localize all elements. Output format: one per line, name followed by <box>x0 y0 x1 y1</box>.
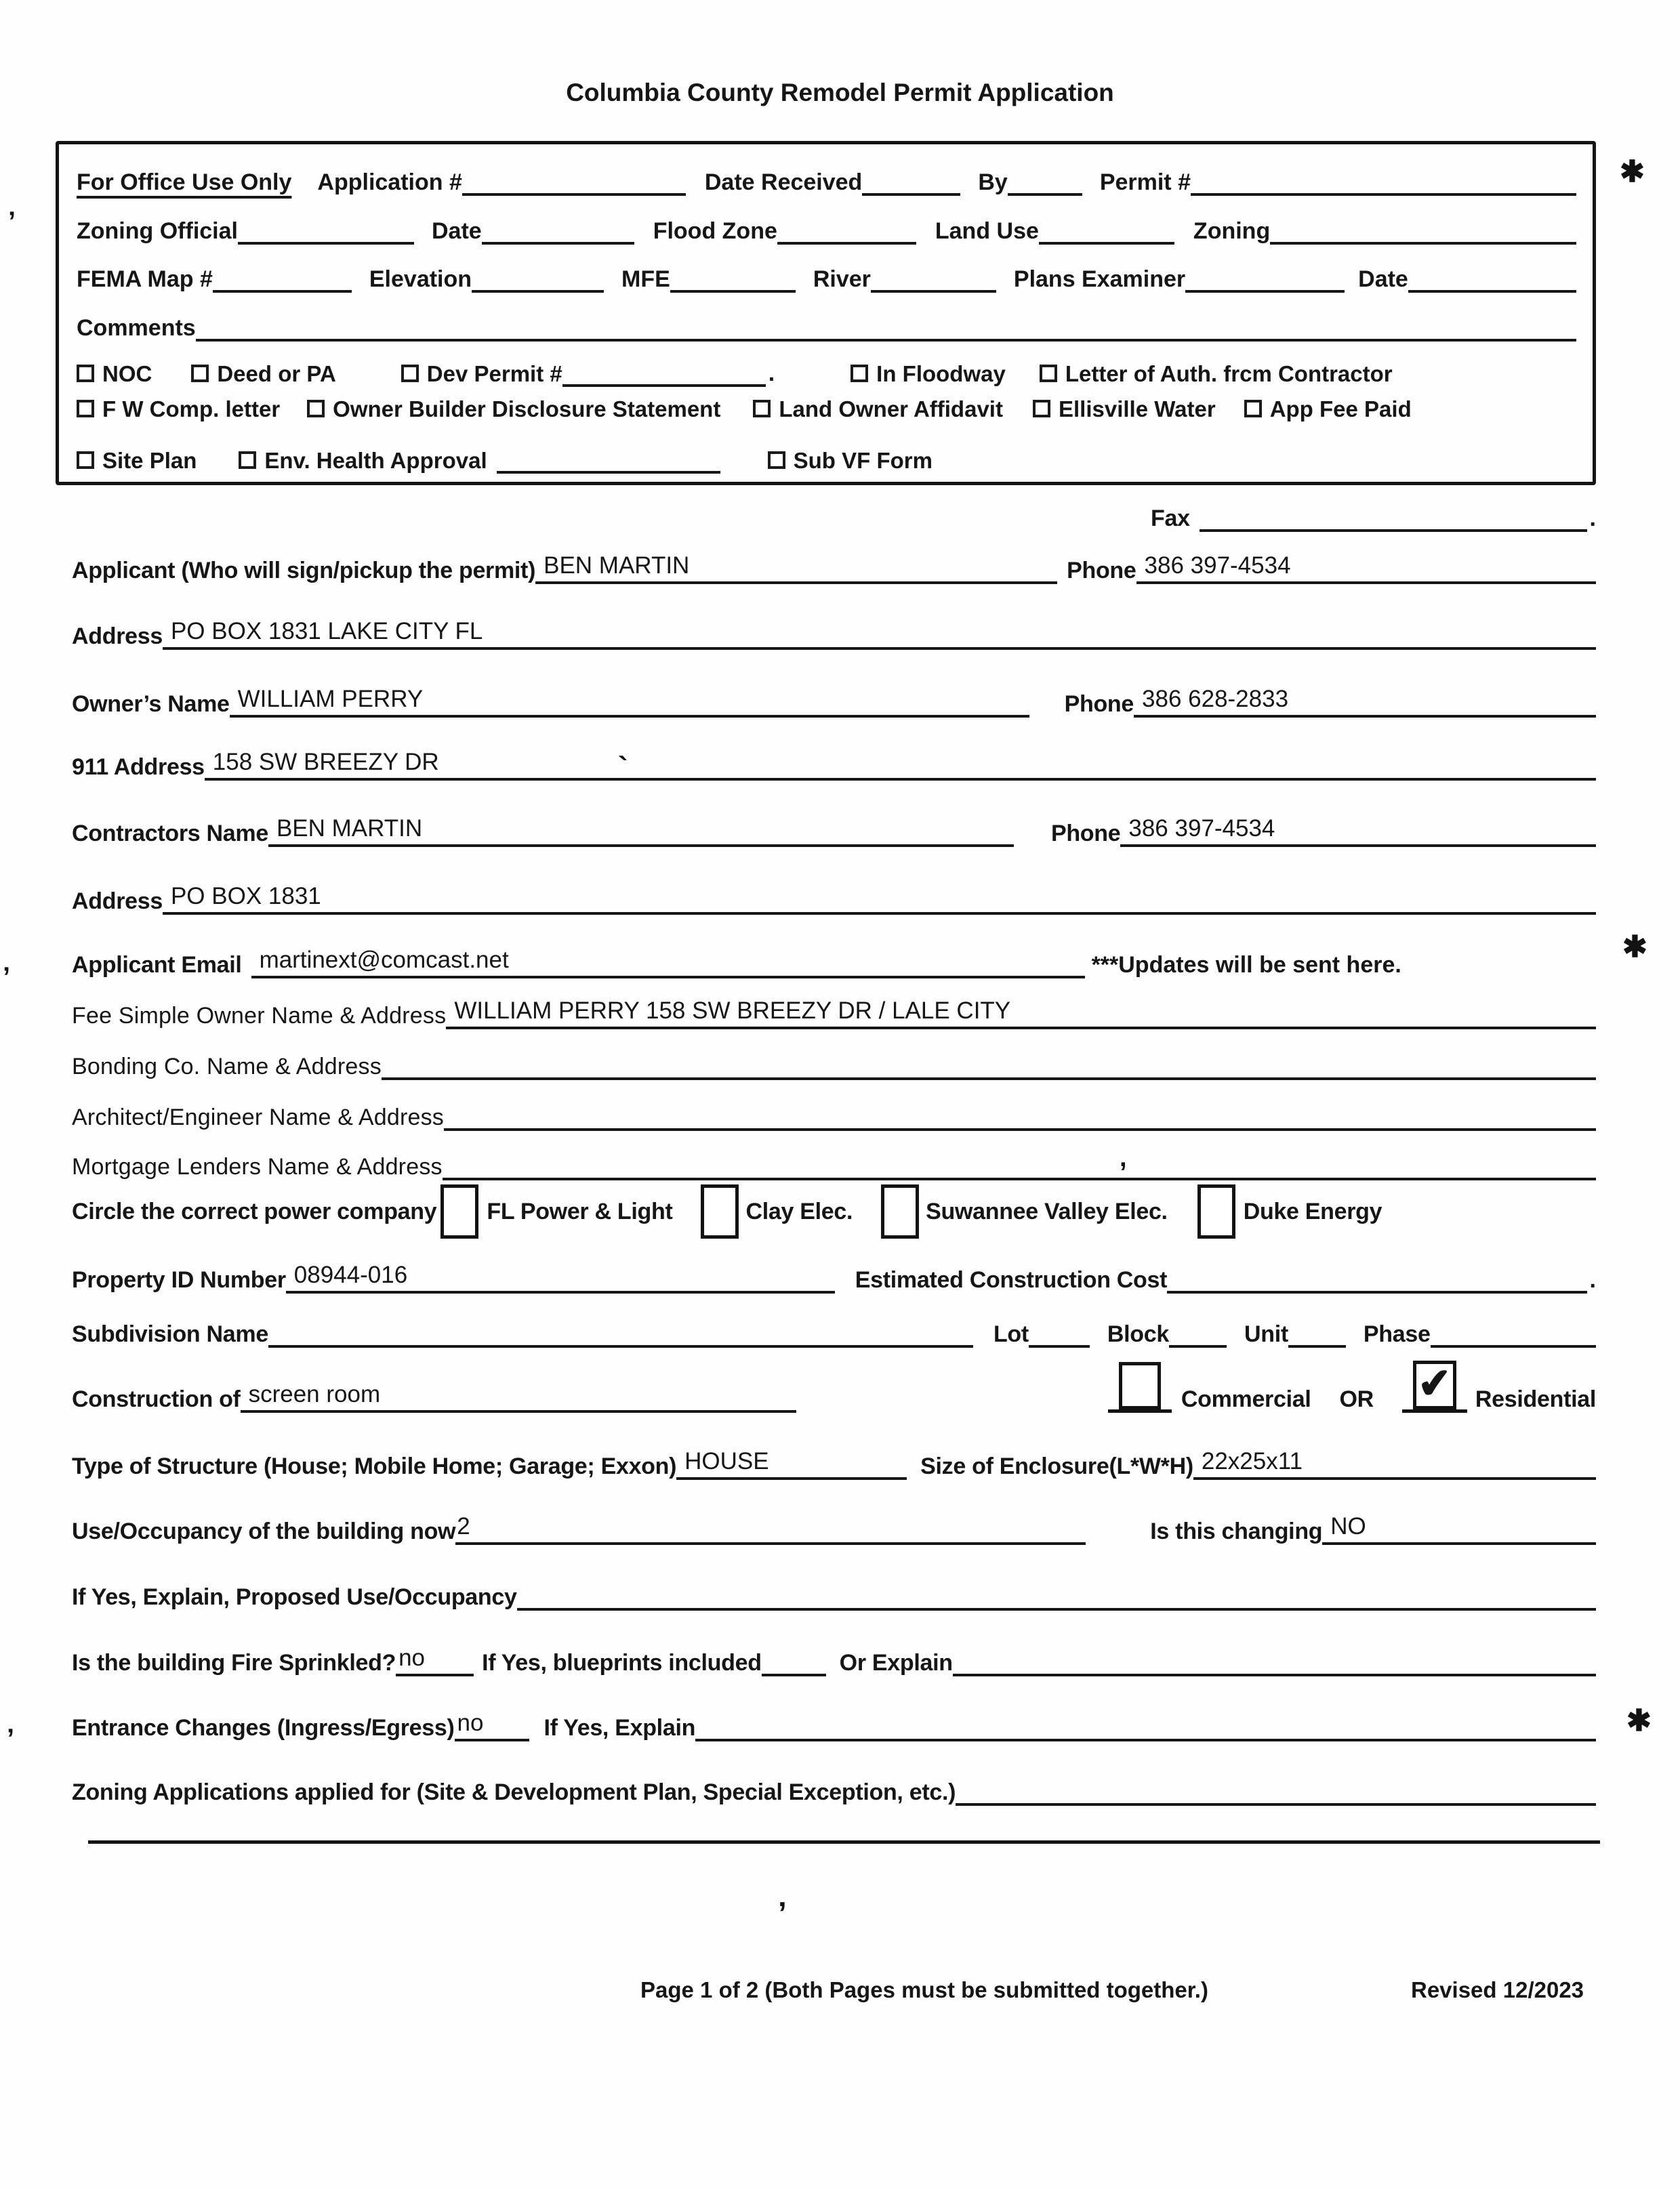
land-use-label: Land Use <box>935 218 1039 244</box>
property-id-field[interactable] <box>286 1254 835 1294</box>
contractor-phone-label: Phone <box>1050 821 1121 846</box>
dev-permit-label: Dev Permit # <box>426 361 562 386</box>
office-check-row-2 <box>77 384 1576 422</box>
zoning-applications-field[interactable] <box>956 1767 1596 1806</box>
dev-permit-period: . <box>768 360 775 386</box>
entrance-changes-value: no <box>457 1710 484 1736</box>
office-row-2 <box>77 207 1576 245</box>
type-of-structure-row <box>72 1441 1596 1480</box>
use-occupancy-label: Use/Occupancy of the building now <box>72 1519 456 1544</box>
mortgage-lenders-field[interactable] <box>443 1141 1596 1180</box>
is-this-changing-field[interactable] <box>1322 1506 1596 1545</box>
checkbox-site-plan[interactable] <box>77 451 94 469</box>
applicant-email-field[interactable] <box>251 939 1085 978</box>
fax-field[interactable] <box>1200 493 1587 532</box>
applicant-label: Applicant (Who will sign/pickup the permit) <box>72 558 536 583</box>
contractor-address-field[interactable] <box>163 875 1596 915</box>
office-check-row-1 <box>77 349 1576 387</box>
office-row-1 <box>77 158 1576 196</box>
zoning-field[interactable] <box>1270 207 1576 245</box>
unit-field[interactable] <box>1288 1308 1346 1348</box>
mfe-field[interactable] <box>670 255 796 293</box>
subdivision-row <box>72 1308 1596 1348</box>
office-row-3 <box>77 255 1576 293</box>
comments-field[interactable] <box>196 304 1576 342</box>
in-floodway-label: In Floodway <box>876 361 1006 386</box>
check-icon: ✔ <box>1416 1359 1454 1407</box>
construction-of-field[interactable] <box>241 1374 796 1413</box>
applicant-phone-field[interactable] <box>1136 545 1596 584</box>
residential-checkbox[interactable] <box>1413 1361 1456 1409</box>
office-row-comments <box>77 304 1576 342</box>
property-id-value: 08944-016 <box>293 1262 408 1288</box>
permit-number-field[interactable] <box>1191 158 1576 196</box>
type-of-structure-label: Type of Structure (House; Mobile Home; Garage; Exxon) <box>72 1453 677 1479</box>
noc-label: NOC <box>102 361 152 386</box>
address-911-label: 911 Address <box>72 754 205 780</box>
checkbox-ellisville-water[interactable] <box>1033 400 1050 417</box>
zoning-official-label: Zoning Official <box>77 218 238 244</box>
construction-of-label: Construction of <box>72 1386 241 1412</box>
zoning-date-field[interactable] <box>482 207 634 245</box>
comments-label: Comments <box>77 315 196 341</box>
checkbox-clay-elec[interactable] <box>701 1184 739 1239</box>
ink-blot: ✱ <box>1620 155 1645 188</box>
architect-engineer-field[interactable] <box>444 1092 1596 1131</box>
land-use-field[interactable] <box>1039 207 1174 245</box>
commercial-checkbox-wrap <box>1108 1374 1172 1413</box>
ink-blot: ✱ <box>1622 930 1647 964</box>
applicant-email-value: martinext@comcast.net <box>259 947 509 973</box>
owner-row <box>72 678 1596 718</box>
app-fee-paid-label: App Fee Paid <box>1269 396 1412 421</box>
checkbox-sub-vf-form[interactable] <box>768 451 785 469</box>
flood-zone-label: Flood Zone <box>653 218 777 244</box>
stray-tick-mark: ` <box>618 751 628 784</box>
mortgage-lenders-label: Mortgage Lenders Name & Address <box>72 1154 443 1180</box>
by-field[interactable] <box>1008 158 1082 196</box>
owner-builder-label: Owner Builder Disclosure Statement <box>333 396 721 421</box>
fl-power-light-label: FL Power & Light <box>487 1198 673 1224</box>
flood-zone-field[interactable] <box>777 207 916 245</box>
land-owner-affidavit-label: Land Owner Affidavit <box>779 396 1003 421</box>
size-of-enclosure-value: 22x25x11 <box>1201 1448 1303 1474</box>
applicant-name-field[interactable] <box>535 545 1057 584</box>
size-of-enclosure-label: Size of Enclosure(L*W*H) <box>920 1453 1193 1479</box>
entrance-changes-label: Entrance Changes (Ingress/Egress) <box>72 1715 455 1741</box>
checkbox-land-owner-affidavit[interactable] <box>753 400 771 417</box>
checkbox-fl-power-light[interactable] <box>441 1184 478 1239</box>
address-911-field[interactable] <box>205 741 1596 781</box>
checkbox-in-floodway[interactable] <box>851 365 868 382</box>
applicant-email-label: Applicant Email <box>72 952 242 978</box>
fire-sprinkled-label: Is the building Fire Sprinkled? <box>72 1650 396 1676</box>
proposed-use-label: If Yes, Explain, Proposed Use/Occupancy <box>72 1584 517 1610</box>
lot-field[interactable] <box>1029 1308 1090 1348</box>
examiner-date-field[interactable] <box>1408 255 1576 293</box>
fw-comp-letter-label: F W Comp. letter <box>102 396 281 421</box>
fax-period: . <box>1589 505 1596 531</box>
dev-permit-number-field[interactable] <box>562 349 766 387</box>
elevation-field[interactable] <box>472 255 604 293</box>
construction-of-row <box>72 1359 1596 1413</box>
letter-of-auth-label: Letter of Auth. frcm Contractor <box>1065 361 1393 386</box>
applicant-phone-label: Phone <box>1067 558 1136 583</box>
zoning-official-field[interactable] <box>238 207 414 245</box>
owner-name-label: Owner’s Name <box>72 691 230 717</box>
estimated-cost-label: Estimated Construction Cost <box>855 1267 1168 1293</box>
contractor-address-label: Address <box>72 888 163 914</box>
power-company-row <box>72 1184 1596 1239</box>
applicant-address-row <box>72 611 1596 650</box>
residential-label: Residential <box>1475 1386 1596 1412</box>
fee-simple-label: Fee Simple Owner Name & Address <box>72 1003 447 1029</box>
unit-label: Unit <box>1244 1321 1288 1347</box>
owner-phone-label: Phone <box>1064 691 1134 717</box>
suwannee-valley-label: Suwannee Valley Elec. <box>926 1198 1168 1224</box>
fee-simple-owner-field[interactable] <box>446 990 1596 1029</box>
duke-energy-label: Duke Energy <box>1243 1198 1382 1224</box>
address-911-value: 158 SW BREEZY DR <box>212 749 439 775</box>
ink-mark: ʼ <box>7 1724 15 1754</box>
application-number-field[interactable] <box>462 158 686 196</box>
footer-page-note: Page 1 of 2 (Both Pages must be submitted together.) <box>640 1977 1208 2002</box>
fire-sprinkled-value: no <box>398 1645 426 1671</box>
is-this-changing-label: Is this changing <box>1150 1519 1323 1544</box>
fire-sprinkled-row <box>72 1637 1596 1676</box>
construction-of-value: screen room <box>248 1381 381 1407</box>
env-health-label: Env. Health Approval <box>264 448 487 473</box>
type-of-structure-field[interactable] <box>676 1441 907 1480</box>
proposed-use-field[interactable] <box>517 1571 1596 1611</box>
or-explain-field[interactable] <box>953 1637 1596 1676</box>
architect-row <box>72 1092 1596 1131</box>
residential-checkbox-wrap <box>1402 1359 1467 1413</box>
applicant-phone-value: 386 397-4534 <box>1144 552 1291 579</box>
site-plan-label: Site Plan <box>102 448 197 473</box>
zoning-applications-row <box>72 1767 1596 1806</box>
checkbox-duke-energy[interactable] <box>1197 1184 1235 1239</box>
checkbox-app-fee-paid[interactable] <box>1244 400 1262 417</box>
ink-mark: ʼ <box>8 207 16 236</box>
office-check-row-3 <box>77 436 1576 474</box>
use-occupancy-value: 2 <box>457 1513 470 1540</box>
use-occupancy-field[interactable] <box>455 1506 1086 1545</box>
zoning-label: Zoning <box>1193 218 1271 244</box>
bonding-row <box>72 1041 1596 1080</box>
or-explain-label: Or Explain <box>839 1650 953 1676</box>
checkbox-letter-of-auth[interactable] <box>1040 365 1057 382</box>
examiner-date-label: Date <box>1358 266 1408 292</box>
contractor-phone-value: 386 397-4534 <box>1128 815 1275 842</box>
property-id-label: Property ID Number <box>72 1267 286 1293</box>
plans-examiner-field[interactable] <box>1185 255 1345 293</box>
fema-map-field[interactable] <box>213 255 352 293</box>
owner-phone-value: 386 628-2833 <box>1142 686 1289 712</box>
is-this-changing-value: NO <box>1330 1513 1366 1540</box>
entrance-changes-row <box>72 1702 1596 1741</box>
fee-simple-owner-value: WILLIAM PERRY 158 SW BREEZY DR / LALE CITY <box>454 997 1011 1024</box>
checkbox-deed-or-pa[interactable] <box>191 365 209 382</box>
checkbox-owner-builder[interactable] <box>307 400 325 417</box>
power-company-label: Circle the correct power company <box>72 1198 437 1224</box>
use-occupancy-row <box>72 1506 1596 1545</box>
contractor-phone-field[interactable] <box>1120 808 1596 847</box>
applicant-name-value: BEN MARTIN <box>544 552 690 579</box>
entrance-changes-field[interactable] <box>455 1702 529 1741</box>
blueprints-included-label: If Yes, blueprints included <box>482 1650 762 1676</box>
contractor-address-row <box>72 875 1596 915</box>
fire-sprinkled-field[interactable] <box>396 1637 474 1676</box>
property-id-row <box>72 1254 1596 1294</box>
date-received-label: Date Received <box>704 169 863 195</box>
architect-engineer-label: Architect/Engineer Name & Address <box>72 1105 444 1130</box>
bonding-co-label: Bonding Co. Name & Address <box>72 1054 382 1079</box>
plans-examiner-label: Plans Examiner <box>1013 266 1186 292</box>
owner-name-field[interactable] <box>230 678 1029 718</box>
elevation-label: Elevation <box>369 266 472 292</box>
phase-field[interactable] <box>1431 1308 1596 1348</box>
by-label: By <box>978 169 1008 195</box>
owner-phone-field[interactable] <box>1134 678 1596 718</box>
ink-blot: ✱ <box>1626 1704 1652 1737</box>
contractor-name-label: Contractors Name <box>72 821 268 846</box>
contractor-name-field[interactable] <box>268 808 1014 847</box>
contractor-row <box>72 808 1596 847</box>
size-of-enclosure-field[interactable] <box>1193 1441 1596 1480</box>
applicant-row <box>72 545 1596 584</box>
stray-apostrophe-mark: ’ <box>778 1895 787 1931</box>
env-health-approval-field[interactable] <box>497 436 720 474</box>
subdivision-name-label: Subdivision Name <box>72 1321 268 1347</box>
block-label: Block <box>1107 1321 1169 1347</box>
applicant-address-value: PO BOX 1831 LAKE CITY FL <box>170 618 483 644</box>
email-row <box>72 939 1596 978</box>
mfe-label: MFE <box>621 266 670 292</box>
block-field[interactable] <box>1169 1308 1227 1348</box>
office-use-box <box>56 141 1596 485</box>
checkbox-suwannee-valley[interactable] <box>881 1184 919 1239</box>
contractor-name-value: BEN MARTIN <box>276 815 423 842</box>
entrance-explain-label: If Yes, Explain <box>544 1715 696 1741</box>
commercial-label: Commercial <box>1181 1386 1311 1412</box>
date-received-field[interactable] <box>862 158 960 196</box>
continuation-line[interactable] <box>88 1840 1600 1844</box>
checkbox-env-health[interactable] <box>239 451 256 469</box>
fax-label: Fax <box>1151 505 1190 531</box>
zoning-applications-label: Zoning Applications applied for (Site & Development Plan, Special Exception, etc.) <box>72 1779 956 1805</box>
sub-vf-form-label: Sub VF Form <box>793 448 933 473</box>
ink-mark: ʼ <box>3 962 11 992</box>
checkbox-dev-permit[interactable] <box>401 365 419 382</box>
mortgage-row <box>72 1141 1596 1180</box>
application-number-label: Application # <box>317 169 462 195</box>
phase-label: Phase <box>1363 1321 1431 1347</box>
deed-or-pa-label: Deed or PA <box>217 361 336 386</box>
bonding-co-field[interactable] <box>382 1041 1596 1080</box>
or-label: OR <box>1339 1386 1374 1412</box>
updates-note: ***Updates will be sent here. <box>1091 952 1401 978</box>
lot-label: Lot <box>993 1321 1029 1347</box>
estimated-cost-field[interactable] <box>1167 1254 1586 1294</box>
contractor-address-value: PO BOX 1831 <box>170 883 321 909</box>
owner-name-value: WILLIAM PERRY <box>237 686 424 712</box>
cost-period: . <box>1589 1267 1596 1293</box>
permit-number-label: Permit # <box>1099 169 1191 195</box>
proposed-use-row <box>72 1571 1596 1611</box>
subdivision-name-field[interactable] <box>268 1308 973 1348</box>
zoning-date-label: Date <box>431 218 482 244</box>
blueprints-included-field[interactable] <box>762 1637 826 1676</box>
river-label: River <box>813 266 871 292</box>
ellisville-water-label: Ellisville Water <box>1058 396 1216 421</box>
stray-comma-mark: , <box>1120 1144 1127 1172</box>
fee-simple-row <box>72 990 1596 1029</box>
river-field[interactable] <box>871 255 996 293</box>
footer-revised: Revised 12/2023 <box>1411 1977 1584 2002</box>
clay-elec-label: Clay Elec. <box>745 1198 853 1224</box>
commercial-checkbox[interactable] <box>1119 1362 1161 1409</box>
applicant-address-label: Address <box>72 623 163 649</box>
page-title: Columbia County Remodel Permit Application <box>566 79 1114 106</box>
fema-map-label: FEMA Map # <box>77 266 213 292</box>
checkbox-noc[interactable] <box>77 365 94 382</box>
entrance-explain-field[interactable] <box>695 1702 1596 1741</box>
address-911-row <box>72 741 1596 781</box>
office-heading: For Office Use Only <box>77 169 292 195</box>
fax-row <box>1151 493 1596 532</box>
checkbox-fw-comp-letter[interactable] <box>77 400 94 417</box>
type-of-structure-value: HOUSE <box>684 1448 769 1474</box>
applicant-address-field[interactable] <box>163 611 1596 650</box>
